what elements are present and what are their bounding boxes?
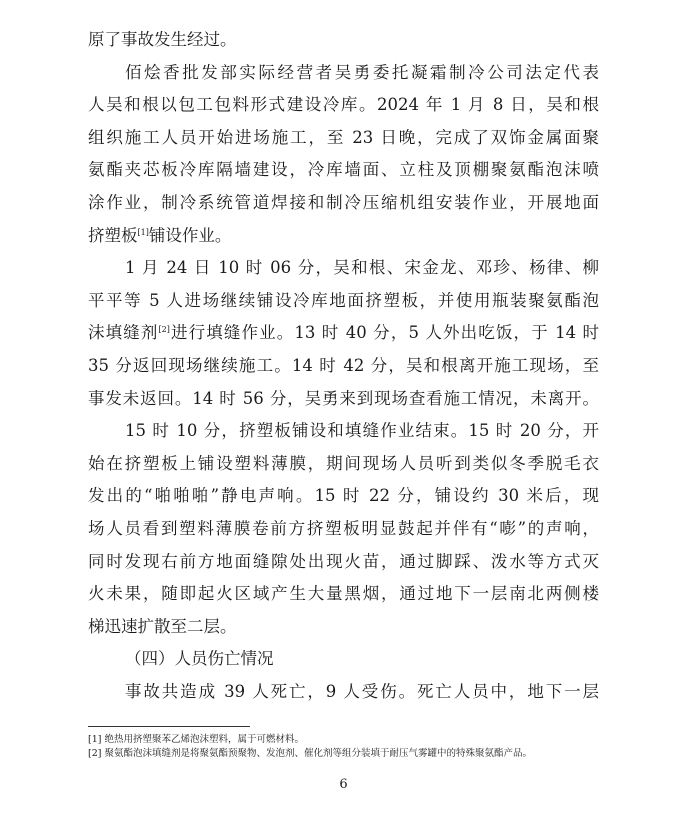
text-line	[88, 24, 599, 57]
text-line	[88, 546, 599, 579]
text-line	[88, 383, 599, 416]
line-text: 事故共造成 39 人死亡，9 人受伤。死亡人员中，地下一层	[125, 681, 599, 701]
footnote-divider	[88, 726, 250, 727]
line-text: 氨酯夹芯板冷库隔墙建设，冷库墙面、立柱及顶棚聚氨酯泡沫喷	[88, 160, 599, 180]
line-text: 沫填缝剂	[88, 323, 159, 343]
section-heading	[88, 643, 599, 676]
line-text: 佰烩香批发部实际经营者吴勇委托凝霜制冷公司法定代表	[125, 62, 599, 82]
line-text: 组织施工人员开始进场施工，至 23 日晚，完成了双饰金属面聚	[88, 127, 599, 147]
line-text: 同时发现右前方地面缝隙处出现火苗，通过脚踩、泼水等方式灭	[88, 551, 599, 571]
line-text: 1 月 24 日 10 时 06 分，吴和根、宋金龙、邓珍、杨律、柳	[125, 258, 599, 278]
line-text: 人吴和根以包工包料形式建设冷库。2024 年 1 月 8 日，吴和根	[88, 95, 599, 115]
text-line	[88, 285, 599, 318]
text-line	[88, 578, 599, 611]
text-line	[88, 57, 599, 90]
line-text: 挤塑板	[88, 225, 138, 245]
text-line	[88, 513, 599, 546]
text-line	[88, 480, 599, 513]
text-line	[88, 415, 599, 448]
line-text: 15 时 10 分，挤塑板铺设和填缝作业结束。15 时 20 分，开	[125, 421, 599, 441]
line-text: （四）人员伤亡情况	[125, 649, 274, 669]
line-text: 平平等 5 人进场继续铺设冷库地面挤塑板，并使用瓶装聚氨酯泡	[88, 290, 599, 310]
text-line	[88, 122, 599, 155]
footnote-reference[interactable]: [2]	[158, 325, 170, 335]
line-text: 梯迅速扩散至二层。	[88, 616, 237, 636]
text-line	[88, 676, 599, 709]
text-line	[88, 154, 599, 187]
line-text: 涂作业，制冷系统管道焊接和制冷压缩机组安装作业，开展地面	[88, 192, 599, 212]
footnote-2: [2] 聚氨酯泡沫填缝剂是将聚氨酯预聚物、发泡剂、催化剂等组分装填于耐压气雾罐中的特殊聚氨酯产品。	[88, 748, 532, 759]
text-line	[88, 350, 599, 383]
line-text: 事发未返回。14 时 56 分，吴勇来到现场查看施工情况，未离开。	[88, 388, 599, 408]
footnote-1: [1] 绝热用挤塑聚苯乙烯泡沫塑料，属于可燃材料。	[88, 734, 304, 745]
line-text: 火未果，随即起火区域产生大量黑烟，通过地下一层南北两侧楼	[88, 584, 599, 604]
page-number: 6	[339, 777, 348, 792]
line-text: 场人员看到塑料薄膜卷前方挤塑板明显鼓起并伴有“嘭”的声响，	[88, 518, 599, 538]
text-line	[88, 220, 599, 253]
text-line	[88, 317, 599, 350]
line-text: 铺设作业。	[148, 225, 232, 245]
text-line	[88, 89, 599, 122]
line-text: 进行填缝作业。13 时 40 分，5 人外出吃饭，于 14 时	[169, 323, 599, 343]
text-line	[88, 611, 599, 644]
line-text: 原了事故发生经过。	[88, 30, 237, 49]
body-text	[88, 24, 599, 708]
line-text: 始在挤塑板上铺设塑料薄膜，期间现场人员听到类似冬季脱毛衣	[88, 453, 599, 473]
footnote-reference[interactable]: [1]	[137, 227, 149, 237]
text-line	[88, 252, 599, 285]
line-text: 发出的“啪啪啪”静电声响。15 时 22 分，铺设约 30 米后，现	[88, 486, 599, 506]
text-line	[88, 448, 599, 481]
text-line	[88, 187, 599, 220]
footnotes	[88, 733, 532, 761]
line-text: 35 分返回现场继续施工。14 时 42 分，吴和根离开施工现场，至	[88, 355, 599, 375]
